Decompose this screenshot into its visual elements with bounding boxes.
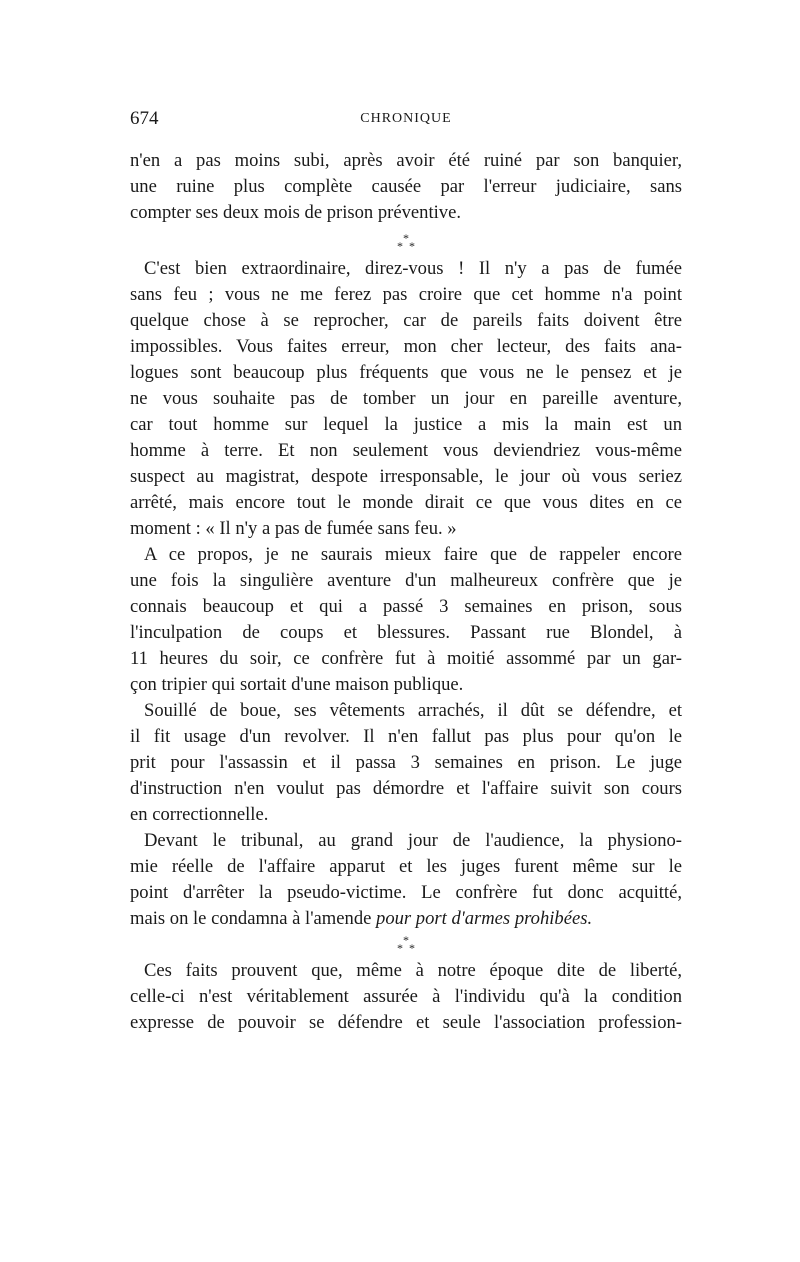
text-line: Souillé de boue, ses vêtements arrachés, il dût se défendre, et (144, 700, 682, 721)
page-header (130, 108, 682, 134)
text-line (130, 906, 682, 932)
text-line: C'est bien extraordinaire, direz-vous ! Il n'y a pas de fumée (144, 258, 682, 279)
section-ornament (130, 932, 682, 958)
text-line: prit pour l'assassin et il passa 3 semaines en prison. Le juge (130, 752, 682, 773)
text-fragment: mais on le condamna à l'amende (130, 908, 372, 929)
asterisk-icon: * (409, 941, 415, 955)
text-line: arrêté, mais encore tout le monde dirait ce que vous dites en ce (130, 492, 682, 513)
text-line: Devant le tribunal, au grand jour de l'audience, la physiono- (144, 830, 682, 851)
text-line: impossibles. Vous faites erreur, mon cher lecteur, des faits ana- (130, 336, 682, 357)
text-line: point d'arrêter la pseudo-victime. Le confrère fut donc acquitté, (130, 882, 682, 903)
text-line: homme à terre. Et non seulement vous deviendriez vous-même (130, 440, 682, 461)
text-line: suspect au magistrat, despote irresponsable, le jour où vous seriez (130, 466, 682, 487)
text-line: logues sont beaucoup plus fréquents que vous ne le pensez et je (130, 362, 682, 383)
text-line: 11 heures du soir, ce confrère fut à moitié assommé par un gar- (130, 648, 682, 669)
text-line: sans feu ; vous ne me ferez pas croire que cet homme n'a point (130, 284, 682, 305)
text-line: mie réelle de l'affaire apparut et les juges furent même sur le (130, 856, 682, 877)
asterisk-icon: * (409, 239, 415, 253)
text-line: une fois la singulière aventure d'un malheureux confrère que je (130, 570, 682, 591)
text-line: A ce propos, je ne saurais mieux faire que de rappeler encore (144, 544, 682, 565)
page-number: 674 (130, 108, 159, 129)
asterisk-icon: * (403, 231, 409, 245)
text-line: d'instruction n'en voulut pas démordre et l'affaire suivit son cours (130, 778, 682, 799)
asterisk-icon: * (403, 933, 409, 947)
text-line: Ces faits prouvent que, même à notre époque dite de liberté, (144, 960, 682, 981)
text-line: il fit usage d'un revolver. Il n'en fallut pas plus pour qu'on le (130, 726, 682, 747)
section-ornament (130, 226, 682, 256)
text-line: n'en a pas moins subi, après avoir été ruiné par son banquier, (130, 150, 682, 171)
text-line: expresse de pouvoir se défendre et seule l'association profession- (130, 1012, 682, 1033)
text-line: en correctionnelle. (130, 804, 269, 825)
text-line: une ruine plus complète causée par l'erreur judiciaire, sans (130, 176, 682, 197)
text-line: çon tripier qui sortait d'une maison publique. (130, 674, 464, 695)
text-line: celle-ci n'est véritablement assurée à l'individu qu'à la condition (130, 986, 682, 1007)
text-line: car tout homme sur lequel la justice a mis la main est un (130, 414, 682, 435)
italic-phrase: pour port d'armes prohibées. (376, 908, 593, 929)
text-line: l'inculpation de coups et blessures. Passant rue Blondel, à (130, 622, 682, 643)
text-line: moment : « Il n'y a pas de fumée sans feu. » (130, 518, 457, 539)
text-line: ne vous souhaite pas de tomber un jour en pareille aventure, (130, 388, 682, 409)
body-text (130, 148, 682, 1036)
text-line: compter ses deux mois de prison préventive. (130, 202, 461, 223)
running-title: CHRONIQUE (360, 111, 452, 126)
text-line: quelque chose à se reprocher, car de pareils faits doivent être (130, 310, 682, 331)
asterisk-icon: * (397, 239, 403, 253)
text-line: connais beaucoup et qui a passé 3 semaines en prison, sous (130, 596, 682, 617)
asterisk-icon: * (397, 941, 403, 955)
